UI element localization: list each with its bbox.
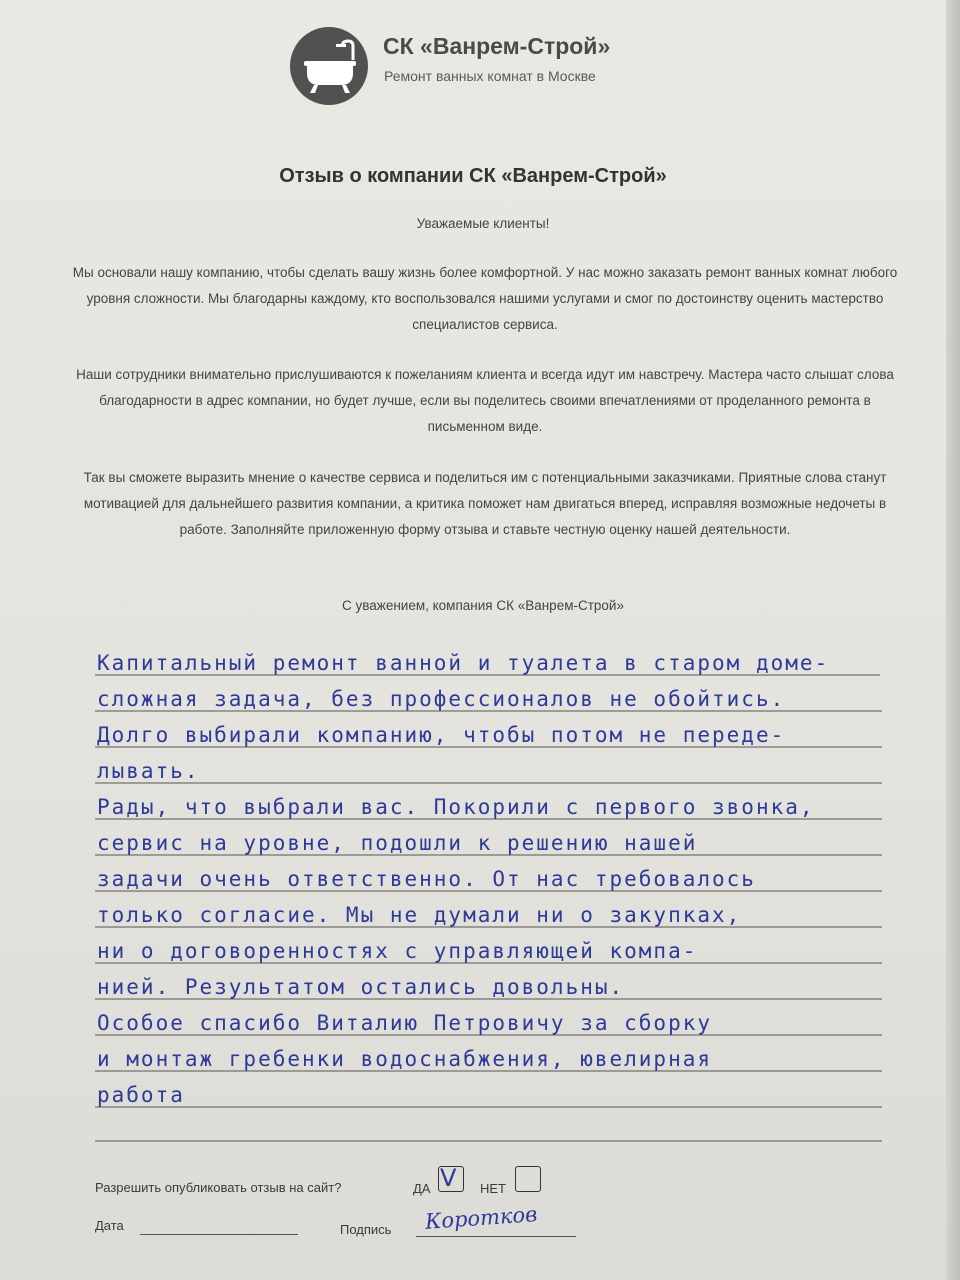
signature-field[interactable] bbox=[416, 1236, 576, 1237]
review-line: Особое спасибо Виталию Петровичу за сборку bbox=[97, 1011, 713, 1035]
review-line: Долго выбирали компанию, чтобы потом не переде- bbox=[97, 723, 786, 747]
review-line: задачи очень ответственно. От нас требовалось bbox=[97, 867, 756, 891]
handwritten-signature: Коротков bbox=[424, 1202, 539, 1234]
review-line: Рады, что выбрали вас. Покорили с первого звонка, bbox=[97, 795, 815, 819]
document-title: Отзыв о компании СК «Ванрем-Строй» bbox=[279, 165, 667, 187]
greeting: Уважаемые клиенты! bbox=[416, 216, 550, 231]
yes-check-mark: V bbox=[440, 1164, 457, 1192]
signoff: С уважением, компания СК «Ванрем-Строй» bbox=[342, 598, 624, 613]
review-line: работа bbox=[97, 1083, 185, 1107]
company-name: СК «Ванрем-Строй» bbox=[383, 33, 611, 59]
date-label: Дата bbox=[95, 1218, 124, 1233]
yes-label: ДА bbox=[413, 1181, 431, 1196]
no-checkbox[interactable] bbox=[515, 1166, 541, 1192]
review-line: ни о договоренностях с управляющей компа- bbox=[97, 939, 698, 963]
review-line: сложная задача, без профессионалов не обойтись. bbox=[97, 687, 786, 711]
date-field[interactable] bbox=[140, 1234, 298, 1235]
paragraph-1: Мы основали нашу компанию, чтобы сделать вашу жизнь более комфортной. У нас можно заказать ремонт ванных комнат любого уровня сложности. Мы благодарны каждому, кто воспользовался нашими услугами и смог по достоинству оценить мастерство специалистов сервиса. bbox=[72, 265, 898, 332]
review-line: сервис на уровне, подошли к решению нашей bbox=[97, 831, 698, 855]
paragraph-3: Так вы сможете выразить мнение о качестве сервиса и поделиться им с потенциальными заказчиками. Приятные слова станут мотивацией для дальнейшего развития компании, а критика поможет нам двигаться вперед, исправляя возможные недочеты в работе. Заполняйте приложенную форму отзыва и ставьте честную оценку нашей деятельности. bbox=[83, 470, 887, 537]
company-tagline: Ремонт ванных комнат в Москве bbox=[384, 68, 596, 84]
signature-label: Подпись bbox=[340, 1222, 392, 1237]
review-line: только согласие. Мы не думали ни о закупках, bbox=[97, 903, 742, 927]
publish-question: Разрешить опубликовать отзыв на сайт? bbox=[95, 1180, 342, 1195]
review-line: Капитальный ремонт ванной и туалета в старом доме- bbox=[97, 651, 830, 675]
paragraph-2: Наши сотрудники внимательно прислушиваются к пожеланиям клиента и всегда идут им навстречу. Мастера часто слышат слова благодарности в адрес компании, но будет лучше, если вы поделитесь своими впечатлениями от проделанного ремонта в письменном виде. bbox=[76, 367, 894, 434]
no-label: НЕТ bbox=[480, 1181, 506, 1196]
review-line: и монтаж гребенки водоснабжения, ювелирная bbox=[97, 1047, 713, 1071]
review-line: нией. Результатом остались довольны. bbox=[97, 975, 625, 999]
review-line: лывать. bbox=[97, 759, 200, 783]
